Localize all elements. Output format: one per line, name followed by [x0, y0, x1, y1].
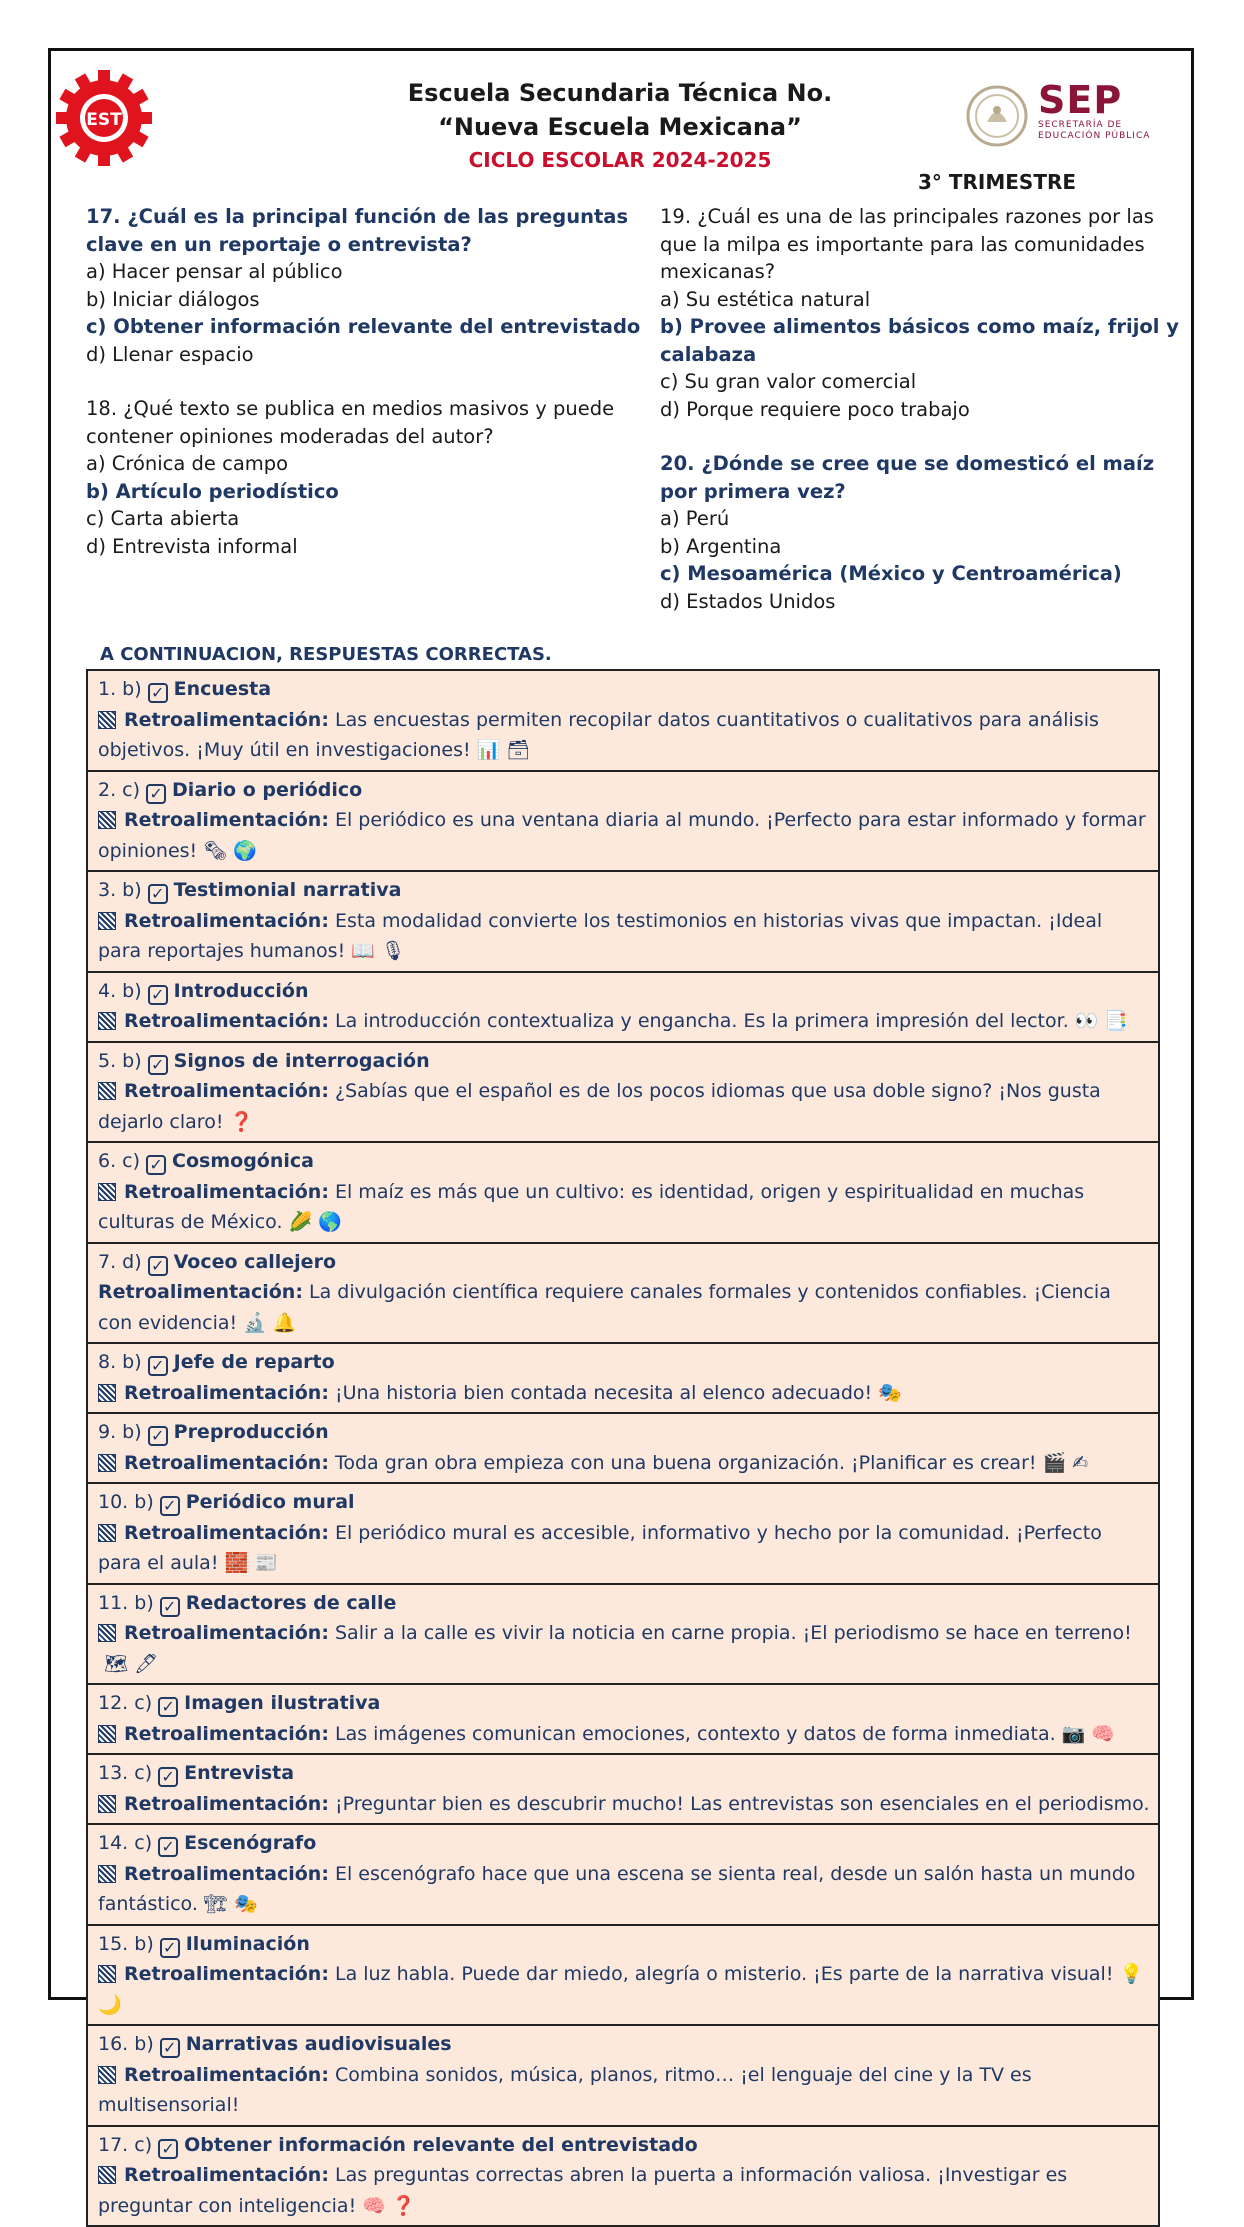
answer-heading: [98, 1347, 1150, 1378]
notebook-icon: [98, 1865, 116, 1883]
option: c) Carta abierta: [86, 505, 642, 533]
answers-title: A CONTINUACION, RESPUESTAS CORRECTAS.: [100, 644, 552, 665]
emoji-icons: 🏗 🎭: [204, 1893, 258, 1915]
answer-row: [86, 1141, 1160, 1242]
feedback-text: Combina sonidos, música, planos, ritmo… ¡el lenguaje del cine y la TV es multisensorial!: [98, 2064, 1032, 2117]
notebook-icon: [98, 711, 116, 729]
answer-number: 17. c): [98, 2134, 152, 2156]
answer-row: [86, 1753, 1160, 1823]
feedback-text: El escenógrafo hace que una escena se sienta real, desde un salón hasta un mundo fantástico.: [98, 1863, 1135, 1916]
feedback: [98, 2160, 1150, 2221]
feedback-label: Retroalimentación:: [124, 1010, 329, 1032]
notebook-icon: [98, 811, 116, 829]
option-correct: b) Artículo periodístico: [86, 478, 642, 506]
feedback-text: Salir a la calle es vivir la noticia en carne propia. ¡El periodismo se hace en terreno!: [335, 1622, 1132, 1644]
checkbox-checked-icon: ✓: [148, 985, 168, 1005]
feedback: [98, 1177, 1150, 1238]
emoji-icons: 📊 🗃: [477, 739, 531, 761]
answer-row: [86, 971, 1160, 1041]
feedback-text: La luz habla. Puede dar miedo, alegría o misterio. ¡Es parte de la narrativa visual!: [335, 1963, 1113, 1985]
answer-number: 1. b): [98, 678, 142, 700]
feedback: [98, 906, 1150, 967]
answer-text: Periódico mural: [186, 1491, 355, 1513]
feedback: [98, 1518, 1150, 1579]
answer-number: 10. b): [98, 1491, 154, 1513]
feedback-text: ¡Preguntar bien es descubrir mucho! Las entrevistas son esenciales en el periodismo.: [335, 1793, 1150, 1815]
question-prompt: 18. ¿Qué texto se publica en medios masivos y puede contener opiniones moderadas del autor?: [86, 395, 642, 450]
answer-row: [86, 2024, 1160, 2125]
feedback-label: Retroalimentación:: [98, 1281, 303, 1303]
option: a) Crónica de campo: [86, 450, 642, 478]
answer-heading: [98, 2130, 1150, 2161]
emoji-icons: 🌽 🌎: [289, 1211, 342, 1233]
checkbox-checked-icon: ✓: [148, 884, 168, 904]
answer-row: [86, 1823, 1160, 1924]
feedback-text: El periódico mural es accesible, informativo y hecho por la comunidad. ¡Perfecto para el aula!: [98, 1522, 1102, 1575]
notebook-icon: [98, 912, 116, 930]
feedback: [98, 1076, 1150, 1137]
checkbox-checked-icon: ✓: [160, 1496, 180, 1516]
feedback: [98, 1959, 1150, 2020]
checkbox-checked-icon: ✓: [160, 1597, 180, 1617]
answer-text: Signos de interrogación: [174, 1050, 430, 1072]
question-prompt: 20. ¿Dónde se cree que se domesticó el maíz por primera vez?: [660, 450, 1190, 505]
feedback-label: Retroalimentación:: [124, 2064, 329, 2086]
answer-text: Jefe de reparto: [174, 1351, 335, 1373]
answer-heading: [98, 2029, 1150, 2060]
answer-number: 7. d): [98, 1251, 142, 1273]
option-correct: c) Obtener información relevante del entrevistado: [86, 313, 642, 341]
feedback-text: ¡Una historia bien contada necesita al elenco adecuado!: [335, 1382, 872, 1404]
answer-heading: [98, 875, 1150, 906]
answer-row: [86, 2125, 1160, 2227]
question-20: [660, 450, 1190, 615]
checkbox-checked-icon: ✓: [158, 1767, 178, 1787]
answer-text: Testimonial narrativa: [174, 879, 402, 901]
feedback-label: Retroalimentación:: [124, 1181, 329, 1203]
checkbox-checked-icon: ✓: [146, 784, 166, 804]
answer-row: [86, 770, 1160, 871]
school-name: Escuela Secundaria Técnica No.: [370, 76, 870, 110]
checkbox-checked-icon: ✓: [158, 1697, 178, 1717]
feedback: [98, 1277, 1150, 1338]
answer-row: [86, 1342, 1160, 1412]
answer-heading: [98, 1929, 1150, 1960]
emoji-icons: 💡 🌙: [98, 1963, 1143, 2016]
answer-number: 13. c): [98, 1762, 152, 1784]
emoji-icons: ❓: [229, 1111, 253, 1133]
emoji-icons: 🧠 ❓: [362, 2195, 415, 2217]
checkbox-checked-icon: ✓: [148, 1426, 168, 1446]
checkbox-checked-icon: ✓: [148, 1256, 168, 1276]
answer-number: 11. b): [98, 1592, 154, 1614]
answer-text: Imagen ilustrativa: [184, 1692, 380, 1714]
answer-heading: [98, 976, 1150, 1007]
answer-number: 12. c): [98, 1692, 152, 1714]
feedback-text: El periódico es una ventana diaria al mundo. ¡Perfecto para estar informado y formar opiniones!: [98, 809, 1146, 862]
feedback-text: La divulgación científica requiere canales formales y contenidos confiables. ¡Ciencia con evidencia!: [98, 1281, 1111, 1334]
checkbox-checked-icon: ✓: [146, 1155, 166, 1175]
answer-heading: [98, 1487, 1150, 1518]
emoji-icons: 🎬 ✍: [1043, 1452, 1089, 1474]
notebook-icon: [98, 1965, 116, 1983]
answer-number: 16. b): [98, 2033, 154, 2055]
answers-list: [86, 669, 1160, 2227]
option: d) Entrevista informal: [86, 533, 642, 561]
checkbox-checked-icon: ✓: [160, 2038, 180, 2058]
feedback-label: Retroalimentación:: [124, 1452, 329, 1474]
notebook-icon: [98, 1082, 116, 1100]
answer-text: Obtener información relevante del entrevistado: [184, 2134, 698, 2156]
feedback-text: Toda gran obra empieza con una buena organización. ¡Planificar es crear!: [335, 1452, 1037, 1474]
notebook-icon: [98, 1524, 116, 1542]
feedback: [98, 1719, 1150, 1750]
question-19: [660, 203, 1190, 423]
answer-number: 6. c): [98, 1150, 140, 1172]
answer-row: [86, 1924, 1160, 2025]
feedback-label: Retroalimentación:: [124, 809, 329, 831]
notebook-icon: [98, 1795, 116, 1813]
answer-row: [86, 1242, 1160, 1343]
answer-heading: [98, 1688, 1150, 1719]
emoji-icons: 🗺 🖊: [104, 1653, 158, 1675]
feedback-label: Retroalimentación:: [124, 1793, 329, 1815]
question-17: [86, 203, 642, 368]
answer-row: [86, 669, 1160, 770]
emoji-icons: 📷 🧠: [1062, 1723, 1115, 1745]
feedback-text: Las imágenes comunican emociones, contexto y datos de forma inmediata.: [335, 1723, 1056, 1745]
answer-heading: [98, 1247, 1150, 1278]
checkbox-checked-icon: ✓: [158, 2139, 178, 2159]
notebook-icon: [98, 2166, 116, 2184]
school-header: [370, 76, 870, 176]
feedback-label: Retroalimentación:: [124, 910, 329, 932]
school-gear-logo: [52, 66, 156, 170]
notebook-icon: [98, 1725, 116, 1743]
option: a) Perú: [660, 505, 1190, 533]
feedback: [98, 1006, 1150, 1037]
answer-number: 3. b): [98, 879, 142, 901]
sep-logo: SEP SECRETARÍA DE EDUCACIÓN PÚBLICA: [1038, 80, 1150, 142]
answer-text: Preproducción: [174, 1421, 329, 1443]
answer-heading: [98, 1758, 1150, 1789]
question-prompt: 19. ¿Cuál es una de las principales razones por las que la milpa es importante para las comunidades mexicanas?: [660, 203, 1190, 286]
answer-row: [86, 870, 1160, 971]
feedback-label: Retroalimentación:: [124, 1382, 329, 1404]
answer-row: [86, 1683, 1160, 1753]
feedback-text: ¿Sabías que el español es de los pocos idiomas que usa doble signo? ¡Nos gusta dejarlo claro!: [98, 1080, 1101, 1133]
notebook-icon: [98, 1183, 116, 1201]
answer-row: [86, 1041, 1160, 1142]
option: d) Estados Unidos: [660, 588, 1190, 616]
school-cycle: CICLO ESCOLAR 2024-2025: [370, 144, 870, 176]
answer-heading: [98, 1588, 1150, 1619]
option: c) Su gran valor comercial: [660, 368, 1190, 396]
option: a) Su estética natural: [660, 286, 1190, 314]
feedback-text: Las preguntas correctas abren la puerta a información valiosa. ¡Investigar es preguntar con inteligencia!: [98, 2164, 1067, 2217]
option: b) Argentina: [660, 533, 1190, 561]
answer-text: Introducción: [174, 980, 309, 1002]
notebook-icon: [98, 1012, 116, 1030]
answer-number: 9. b): [98, 1421, 142, 1443]
option: a) Hacer pensar al público: [86, 258, 642, 286]
option-correct: b) Provee alimentos básicos como maíz, frijol y calabaza: [660, 313, 1190, 368]
answer-text: Narrativas audiovisuales: [186, 2033, 452, 2055]
answer-number: 8. b): [98, 1351, 142, 1373]
checkbox-checked-icon: ✓: [148, 683, 168, 703]
emoji-icons: 🧱 📰: [224, 1552, 277, 1574]
checkbox-checked-icon: ✓: [148, 1055, 168, 1075]
svg-text:EST: EST: [86, 110, 122, 130]
feedback: [98, 1859, 1150, 1920]
notebook-icon: [98, 1624, 116, 1642]
feedback-text: La introducción contextualiza y engancha. Es la primera impresión del lector.: [335, 1010, 1069, 1032]
feedback-label: Retroalimentación:: [124, 1863, 329, 1885]
answer-heading: [98, 1417, 1150, 1448]
feedback-text: Las encuestas permiten recopilar datos cuantitativos o cualitativos para análisis objetivos. ¡Muy útil en investigaciones!: [98, 709, 1099, 762]
feedback: [98, 805, 1150, 866]
answer-text: Diario o periódico: [172, 779, 362, 801]
feedback-label: Retroalimentación:: [124, 1522, 329, 1544]
answer-text: Redactores de calle: [186, 1592, 397, 1614]
emoji-icons: 👀 📑: [1075, 1010, 1128, 1032]
notebook-icon: [98, 1454, 116, 1472]
option: d) Porque requiere poco trabajo: [660, 396, 1190, 424]
answer-number: 4. b): [98, 980, 142, 1002]
feedback: [98, 705, 1150, 766]
feedback-label: Retroalimentación:: [124, 2164, 329, 2186]
answer-number: 15. b): [98, 1933, 154, 1955]
answer-heading: [98, 1146, 1150, 1177]
checkbox-checked-icon: ✓: [148, 1356, 168, 1376]
answer-number: 5. b): [98, 1050, 142, 1072]
feedback-text: Esta modalidad convierte los testimonios en historias vivas que impactan. ¡Ideal para reportajes humanos!: [98, 910, 1102, 963]
feedback-text: El maíz es más que un cultivo: es identidad, origen y espiritualidad en muchas culturas de México.: [98, 1181, 1084, 1234]
national-seal-icon: [965, 84, 1029, 148]
option: d) Llenar espacio: [86, 341, 642, 369]
question-18: [86, 395, 642, 560]
feedback: [98, 1448, 1150, 1479]
feedback-label: Retroalimentación:: [124, 1080, 329, 1102]
trimester-label: 3° TRIMESTRE: [918, 170, 1076, 194]
feedback-label: Retroalimentación:: [124, 709, 329, 731]
feedback: [98, 2060, 1150, 2121]
answer-text: Cosmogónica: [172, 1150, 314, 1172]
checkbox-checked-icon: ✓: [158, 1837, 178, 1857]
answer-text: Escenógrafo: [184, 1832, 316, 1854]
feedback: [98, 1789, 1150, 1820]
answer-heading: [98, 674, 1150, 705]
answer-row: [86, 1412, 1160, 1482]
emoji-icons: 🎭: [878, 1382, 902, 1404]
answer-heading: [98, 775, 1150, 806]
answer-row: [86, 1482, 1160, 1583]
answer-text: Entrevista: [184, 1762, 294, 1784]
answer-text: Voceo callejero: [174, 1251, 336, 1273]
answer-text: Encuesta: [174, 678, 271, 700]
feedback: [98, 1618, 1150, 1679]
answer-heading: [98, 1046, 1150, 1077]
feedback-label: Retroalimentación:: [124, 1622, 329, 1644]
answer-number: 14. c): [98, 1832, 152, 1854]
questions-left-column: [86, 203, 642, 587]
checkbox-checked-icon: ✓: [160, 1938, 180, 1958]
feedback-label: Retroalimentación:: [124, 1723, 329, 1745]
answer-number: 2. c): [98, 779, 140, 801]
emoji-icons: 🗞 🌍: [203, 840, 257, 862]
option-correct: c) Mesoamérica (México y Centroamérica): [660, 560, 1190, 588]
school-motto: “Nueva Escuela Mexicana”: [370, 110, 870, 144]
question-prompt: 17. ¿Cuál es la principal función de las preguntas clave en un reportaje o entrevista?: [86, 203, 642, 258]
emoji-icons: 🔬 🔔: [243, 1312, 296, 1334]
option: b) Iniciar diálogos: [86, 286, 642, 314]
answer-row: [86, 1583, 1160, 1684]
notebook-icon: [98, 1384, 116, 1402]
notebook-icon: [98, 2066, 116, 2084]
answer-text: Iluminación: [186, 1933, 310, 1955]
feedback: [98, 1378, 1150, 1409]
feedback-label: Retroalimentación:: [124, 1963, 329, 1985]
emoji-icons: 📖 🎙: [351, 940, 405, 962]
answer-heading: [98, 1828, 1150, 1859]
questions-right-column: [660, 203, 1190, 642]
